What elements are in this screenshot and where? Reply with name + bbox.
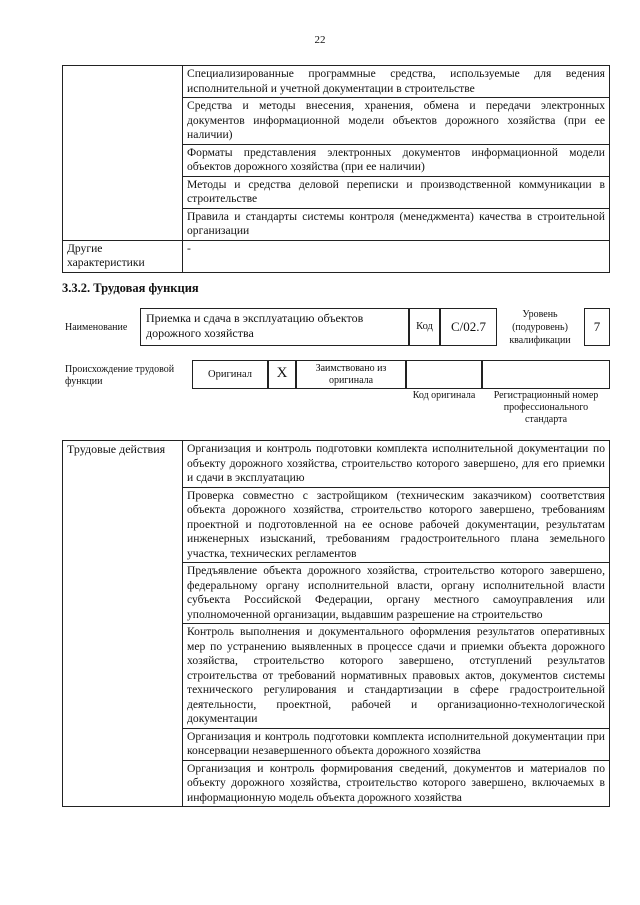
labor-action-item: Предъявление объекта дорожного хозяйства, строительство которого завершено, федеральному органу исполнительной власти, органу исполнительной власти субъекта Российской Федерации, органу местного самоуправления или уполномоченной организации, выдавшим разрешение на строительство [183,563,610,624]
name-label: Наименование [65,322,128,333]
labor-action-item: Проверка совместно с застройщиком (техническим заказчиком) соответствия объекта дорожного хозяйства, строительство которого завершено, требованиям проектной и подготовленной на ее основе рабочей документации, результатам инженерных изысканий, требованиям градостроительного плана земельного участка, технических регламентов [183,487,610,563]
labor-action-item: Контроль выполнения и документального оформления результатов оперативных мер по устранению выявленных в процессе сдачи и приемки объекта дорожного хозяйства, строительство которого завершено, отступлений результатов строительства от требований нормативных правовых актов, документов системы технического регулирования и стандартизации в сфере градостроительной деятельности, проектной, рабочей и организационно-технологической документации [183,624,610,729]
original-label: Оригинал [192,360,268,389]
labor-action-item: Организация и контроль подготовки комплекта исполнительной документации при консервации незавершенного объекта дорожного хозяйства [183,728,610,760]
labor-actions-table [62,440,610,807]
origin-label: Происхождение трудовой функции [65,364,175,387]
table-cell-text: Специализированные программные средства, используемые для ведения исполнительной и учетной документации в строительстве [183,66,610,98]
section-heading: 3.3.2. Трудовая функция [62,281,199,295]
labor-action-item: Организация и контроль подготовки комплекта исполнительной документации по объекту дорожного хозяйства, строительство которого завершено, для его приемки и сдачи в эксплуатацию [183,441,610,488]
table-cell-text: - [183,240,610,272]
qualification-level-label: Уровень (подуровень) квалификации [509,309,571,346]
table-cell-text: Методы и средства деловой переписки и производственной коммуникации в строительстве [183,176,610,208]
code-label: Код [409,308,440,346]
qualification-level-value: 7 [584,308,610,346]
page-number: 22 [314,34,326,46]
code-original-label: Код оригинала [412,390,476,401]
table-row [63,441,610,488]
row-label-other: Другие характеристики [63,240,183,272]
table-cell-text: Правила и стандарты системы контроля (менеджмента) качества в строительной организации [183,208,610,240]
labor-action-item: Организация и контроль формирования сведений, документов и материалов по объекту дорожного хозяйства, строительство которого завершено, включаемых в информационную модель объекта дорожного хозяйства [183,760,610,807]
borrowed-label: Заимствовано из оригинала [296,360,406,389]
reg-number-label: Регистрационный номер профессионального стандарта [493,390,599,425]
row-label-labor-actions: Трудовые действия [63,441,183,807]
function-name-field: Приемка и сдача в эксплуатацию объектов дорожного хозяйства [140,308,409,346]
code-value: С/02.7 [440,308,497,346]
original-mark: X [268,360,296,389]
table-cell-text: Средства и методы внесения, хранения, обмена и передачи электронных документов информационной модели объектов дорожного хозяйства (при ее наличии) [183,98,610,145]
table-cell-text: Форматы представления электронных документов информационной модели объектов дорожного хозяйства (при ее наличии) [183,144,610,176]
